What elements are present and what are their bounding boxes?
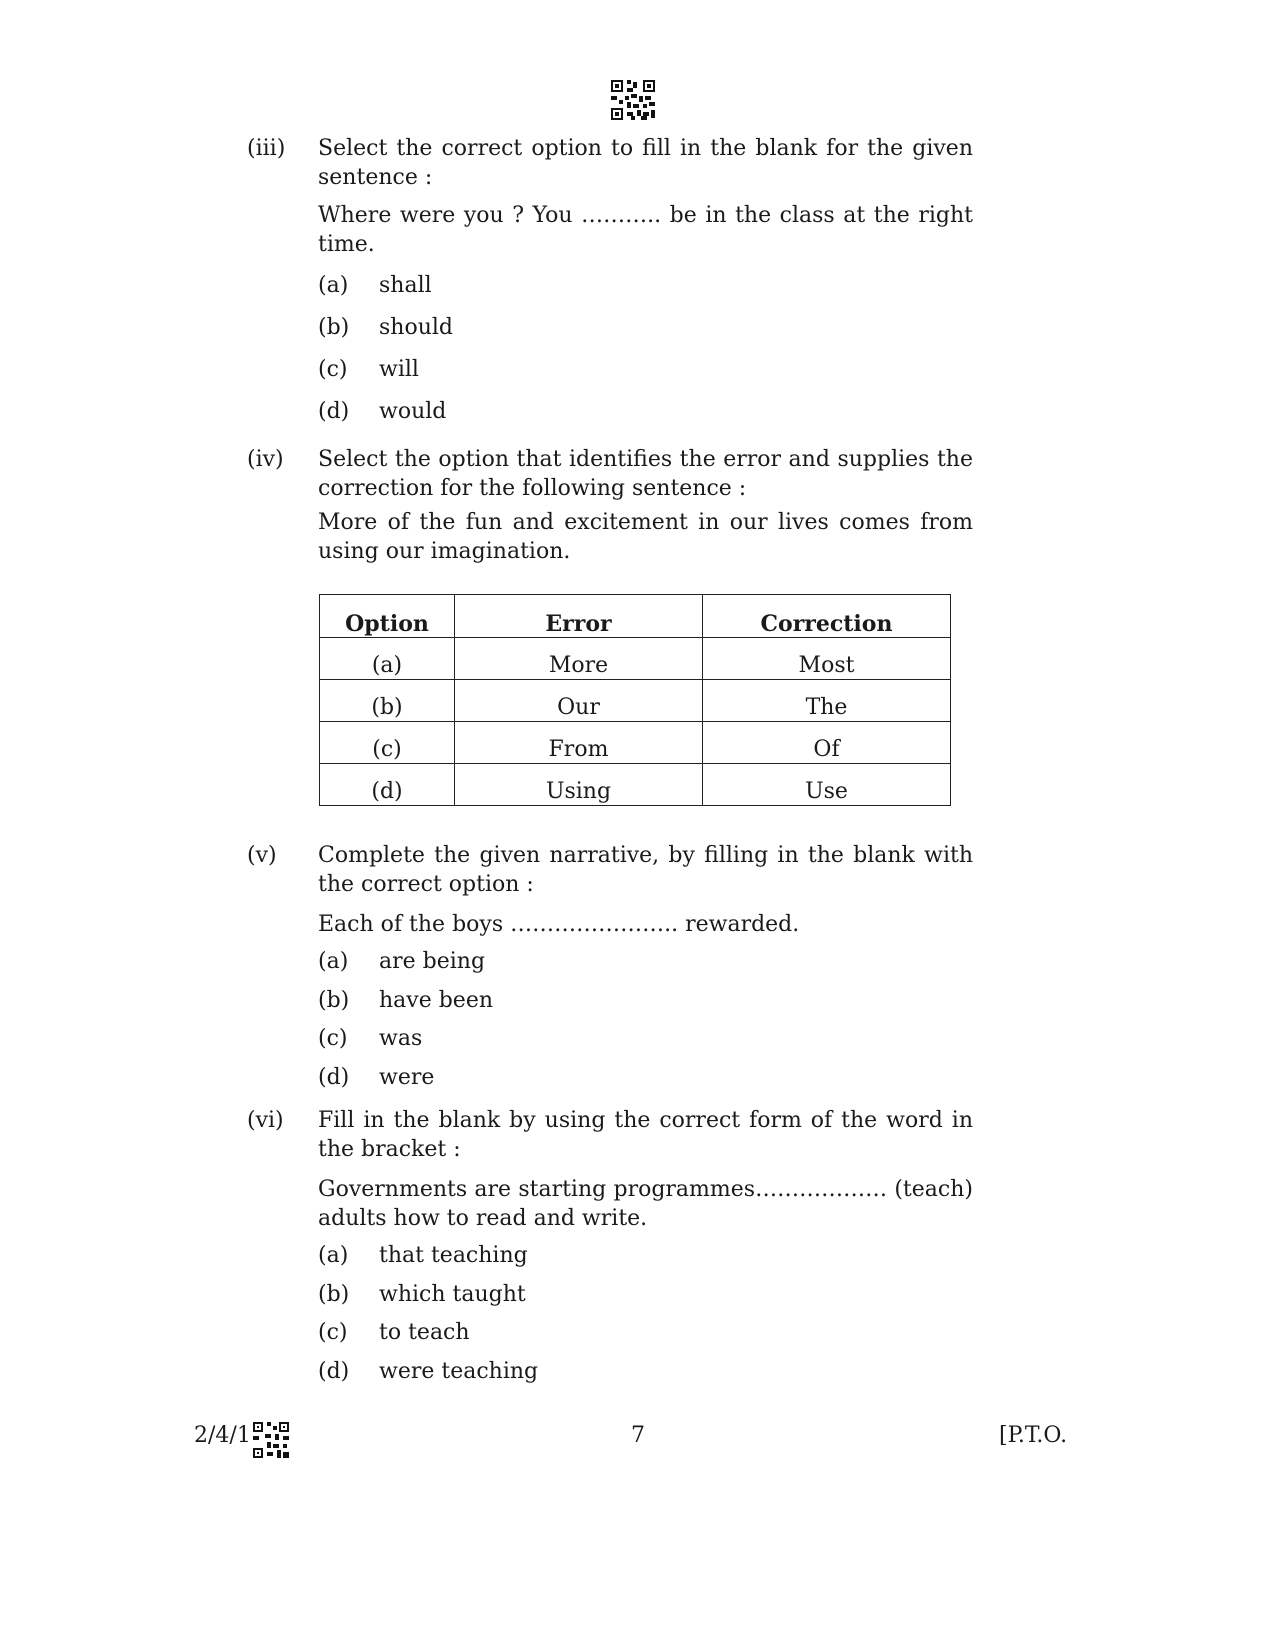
question-v bbox=[247, 841, 973, 1101]
question-sentence: More of the fun and excitement in our lives comes from using our imagination. bbox=[318, 510, 973, 564]
option-text: was bbox=[379, 1026, 423, 1051]
option-label: (c) bbox=[318, 357, 348, 382]
question-stem: Select the option that identifies the error and supplies the correction for the following sentence : bbox=[318, 447, 973, 501]
option-c bbox=[318, 355, 973, 397]
option-text: which taught bbox=[379, 1281, 526, 1307]
option-label: (c) bbox=[318, 1320, 348, 1345]
question-stem: Fill in the blank by using the correct form of the word in the bracket : bbox=[318, 1108, 973, 1162]
table-cell: (d) bbox=[320, 764, 455, 806]
page-number: 7 bbox=[631, 1423, 645, 1448]
option-text: will bbox=[379, 357, 419, 382]
question-iv bbox=[247, 445, 973, 806]
option-d bbox=[318, 1357, 973, 1396]
question-iii bbox=[247, 134, 973, 439]
option-b bbox=[318, 1280, 973, 1319]
table-cell: Of bbox=[703, 722, 951, 764]
option-text: have been bbox=[379, 987, 494, 1013]
option-label: (d) bbox=[318, 1358, 350, 1384]
option-text: were bbox=[379, 1064, 435, 1090]
table-cell: (c) bbox=[320, 722, 455, 764]
option-label: (a) bbox=[318, 273, 349, 298]
table-header-cell: Option bbox=[320, 595, 455, 638]
option-c bbox=[318, 1024, 973, 1063]
table-cell: From bbox=[455, 722, 703, 764]
option-text: would bbox=[379, 399, 447, 424]
question-stem: Complete the given narrative, by filling in the blank with the correct option : bbox=[318, 843, 973, 897]
option-label: (b) bbox=[318, 987, 350, 1013]
table-cell: Using bbox=[455, 764, 703, 806]
option-label: (b) bbox=[318, 1281, 350, 1307]
option-a bbox=[318, 1241, 973, 1280]
question-number: (vi) bbox=[247, 1108, 284, 1133]
table-cell: More bbox=[455, 638, 703, 680]
table-row bbox=[320, 680, 951, 722]
pto-label: [P.T.O. bbox=[999, 1423, 1068, 1448]
table-cell: Most bbox=[703, 638, 951, 680]
option-label: (a) bbox=[318, 949, 349, 974]
question-number: (v) bbox=[247, 843, 277, 868]
qr-code-icon bbox=[611, 80, 655, 120]
option-b bbox=[318, 986, 973, 1025]
option-label: (a) bbox=[318, 1243, 349, 1268]
table-cell: The bbox=[703, 680, 951, 722]
option-label: (d) bbox=[318, 1064, 350, 1090]
table-row bbox=[320, 722, 951, 764]
option-d bbox=[318, 1063, 973, 1102]
question-sentence: Where were you ? You ……….. be in the class at the right time. bbox=[318, 203, 973, 257]
option-c bbox=[318, 1318, 973, 1357]
table-header-cell: Error bbox=[455, 595, 703, 638]
question-number: (iii) bbox=[247, 136, 286, 161]
option-text: should bbox=[379, 315, 453, 340]
qr-code-icon bbox=[253, 1422, 289, 1458]
table-cell: (a) bbox=[320, 638, 455, 680]
question-stem: Select the correct option to fill in the blank for the given sentence : bbox=[318, 136, 973, 190]
option-a bbox=[318, 271, 973, 313]
option-a bbox=[318, 947, 973, 986]
option-text: shall bbox=[379, 273, 432, 298]
question-vi bbox=[247, 1106, 973, 1395]
option-text: were teaching bbox=[379, 1358, 539, 1384]
paper-code: 2/4/1 bbox=[194, 1423, 251, 1448]
option-d bbox=[318, 397, 973, 439]
table-header-row bbox=[320, 595, 951, 638]
question-sentence: Governments are starting programmes……………… (teach) adults how to read and write. bbox=[318, 1177, 973, 1231]
table-cell: Use bbox=[703, 764, 951, 806]
question-sentence: Each of the boys ………………….. rewarded. bbox=[318, 912, 800, 937]
option-label: (b) bbox=[318, 315, 350, 340]
option-label: (d) bbox=[318, 399, 350, 424]
table-cell: Our bbox=[455, 680, 703, 722]
option-text: to teach bbox=[379, 1320, 470, 1345]
option-text: are being bbox=[379, 949, 486, 974]
option-b bbox=[318, 313, 973, 355]
error-correction-table bbox=[319, 594, 951, 806]
table-header-cell: Correction bbox=[703, 595, 951, 638]
option-label: (c) bbox=[318, 1026, 348, 1051]
table-cell: (b) bbox=[320, 680, 455, 722]
table-row bbox=[320, 638, 951, 680]
table-row bbox=[320, 764, 951, 806]
option-text: that teaching bbox=[379, 1243, 528, 1268]
question-number: (iv) bbox=[247, 447, 284, 472]
